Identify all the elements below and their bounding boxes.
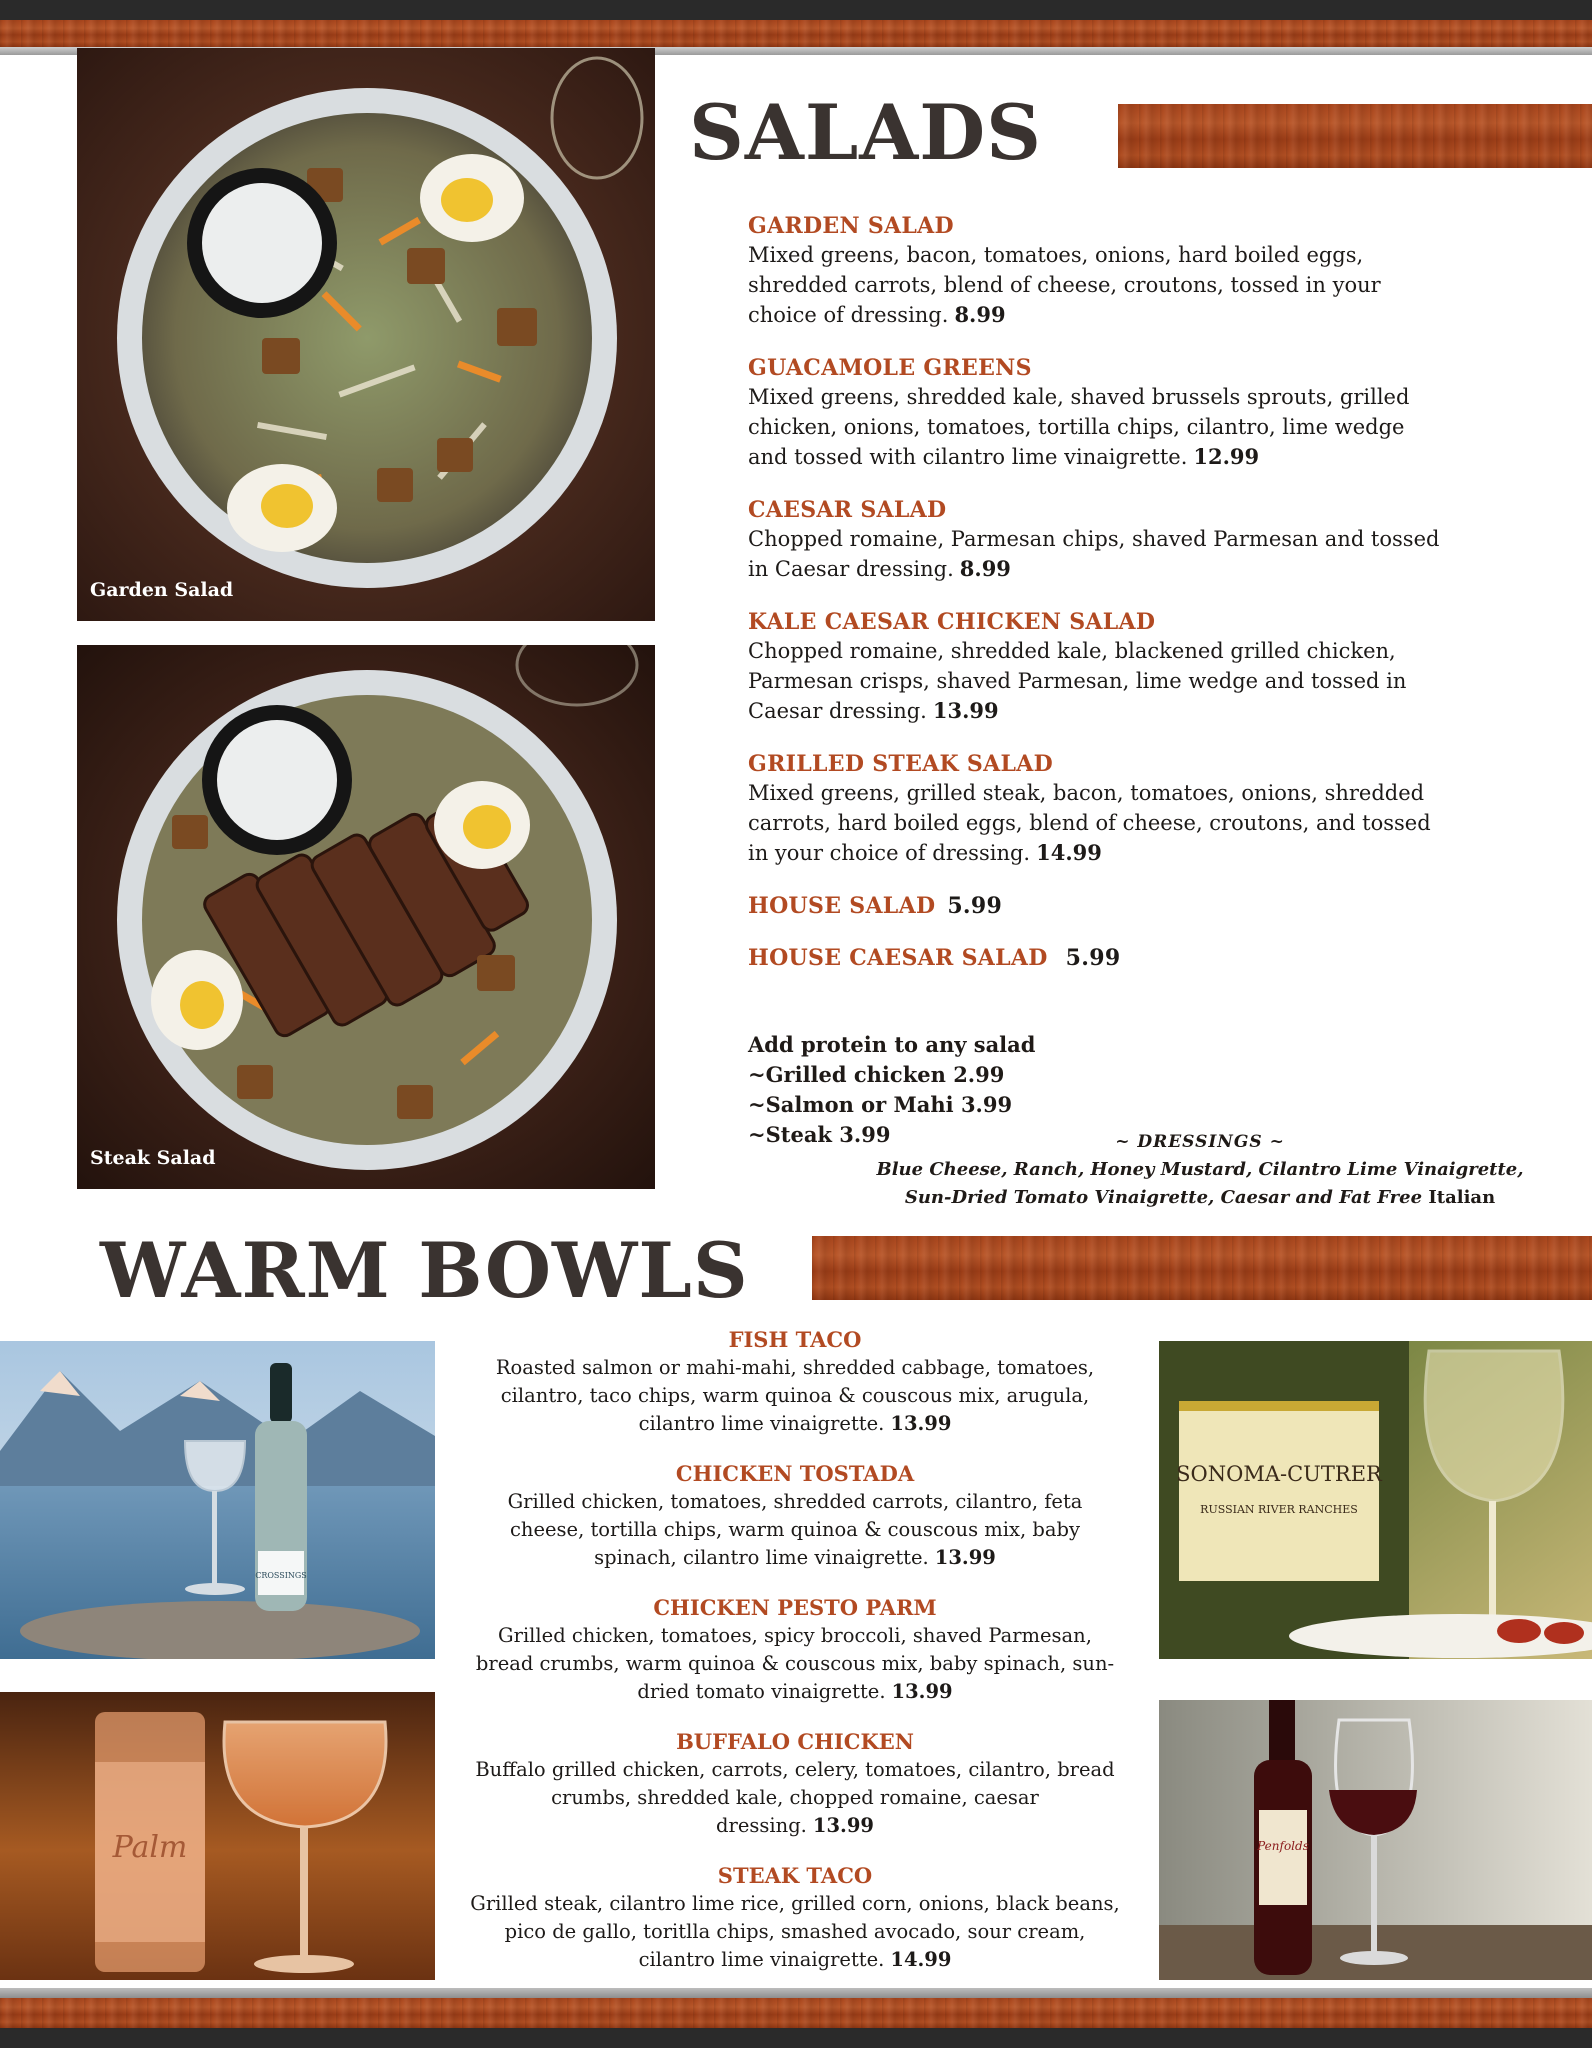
top-dark-border [0,0,1592,20]
steak-salad-photo [77,645,655,1189]
menu-item [748,750,1448,868]
menu-item-description: Chopped romaine, Parmesan chips, shaved Parmesan and tossed in Caesar dressing. 8.99 [748,527,1440,581]
menu-item-price: 13.99 [934,1546,996,1569]
warm-bowls-list [470,1326,1120,1996]
bottom-silver-trim [0,1988,1592,1998]
menu-item [470,1862,1120,1974]
menu-item [748,354,1448,472]
menu-item-name: CAESAR SALAD [748,497,947,523]
menu-item-name: KALE CAESAR CHICKEN SALAD [748,609,1156,635]
menu-item-name: HOUSE CAESAR SALAD [748,945,1048,971]
sonoma-label: SONOMA-CUTRER [1176,1462,1382,1486]
menu-item-price: 14.99 [1036,840,1102,865]
sonoma-cutrer-photo [1159,1341,1592,1659]
dressings-line: Blue Cheese, Ranch, Honey Mustard, Cilantro Lime Vinaigrette, [876,1159,1524,1180]
salads-list [748,212,1448,996]
menu-item [470,1326,1120,1438]
bottom-dark-border [0,2028,1592,2048]
menu-item-name: CHICKEN TOSTADA [675,1461,915,1486]
menu-item-price: 8.99 [959,556,1011,581]
crossings-label: CROSSINGS [255,1571,307,1580]
white-wine-lake-photo [0,1341,435,1659]
menu-item-name: GUACAMOLE GREENS [748,355,1032,381]
menu-item-price: 13.99 [891,1680,953,1703]
salads-title: SALADS [689,88,1043,177]
protein-heading: Add protein to any salad [748,1032,1036,1057]
top-wood-border [0,20,1592,47]
warm-bowls-title: WARM BOWLS [100,1226,749,1315]
garden-salad-photo [77,48,655,621]
menu-item-name: HOUSE SALAD [748,893,936,919]
dressings-heading: ~ DRESSINGS ~ [1115,1132,1285,1152]
menu-item-description: Grilled steak, cilantro lime rice, grilled corn, onions, black beans, pico de gallo, toritlla chips, smashed avocado, sour cream, cilantro lime vinaigrette. 14.99 [470,1892,1120,1971]
menu-item-price: 14.99 [890,1948,952,1971]
red-wine-photo [1159,1700,1592,1980]
menu-item-description: Mixed greens, bacon, tomatoes, onions, hard boiled eggs, shredded carrots, blend of cheese, croutons, tossed in your choice of dressing. 8.99 [748,243,1381,327]
palm-label: Palm [112,1830,188,1865]
menu-item-description: Buffalo grilled chicken, carrots, celery, tomatoes, cilantro, bread crumbs, shredded kale, chopped romaine, caesar dressing. 13.99 [475,1758,1115,1837]
menu-item [470,1460,1120,1572]
menu-item-description: Grilled chicken, tomatoes, shredded carrots, cilantro, feta cheese, tortilla chips, warm quinoa & couscous mix, baby spinach, cilantro lime vinaigrette. 13.99 [507,1490,1083,1569]
menu-item-name: CHICKEN PESTO PARM [653,1595,937,1620]
menu-item-house-salad [748,892,1448,920]
menu-item [748,496,1448,584]
menu-item [470,1728,1120,1840]
menu-item-description: Roasted salmon or mahi-mahi, shredded cabbage, tomatoes, cilantro, taco chips, warm quinoa & couscous mix, arugula, cilantro lime vinaigrette. 13.99 [495,1356,1095,1435]
menu-item-description: Chopped romaine, shredded kale, blackened grilled chicken, Parmesan crisps, shaved Parmesan, lime wedge and tossed in Caesar dressing. 13.99 [748,639,1407,723]
protein-option: ~Grilled chicken 2.99 [748,1062,1005,1087]
menu-item-price: 5.99 [1065,945,1121,971]
protein-option: ~Salmon or Mahi 3.99 [748,1092,1013,1117]
protein-option: ~Steak 3.99 [748,1122,891,1147]
menu-item-name: GARDEN SALAD [748,213,954,239]
menu-item-price: 12.99 [1193,444,1260,469]
bottom-wood-border [0,1998,1592,2028]
menu-item [748,608,1448,726]
garden-salad-caption: Garden Salad [90,579,234,601]
menu-item [470,1594,1120,1706]
menu-item-price: 13.99 [890,1412,952,1435]
menu-item-name: FISH TACO [728,1327,862,1352]
rose-wine-photo [0,1692,435,1980]
menu-item-house-caesar [748,944,1448,972]
dressings-block [850,1128,1550,1212]
steak-salad-caption: Steak Salad [90,1147,216,1169]
menu-item-description: Mixed greens, shredded kale, shaved brussels sprouts, grilled chicken, onions, tomatoes, tortilla chips, cilantro, lime wedge and tossed with cilantro lime vinaigrette. 12.99 [748,385,1410,469]
salads-wood-banner [1118,104,1592,168]
menu-item-price: 13.99 [932,698,999,723]
menu-item-description: Grilled chicken, tomatoes, spicy broccoli, shaved Parmesan, bread crumbs, warm quinoa & couscous mix, baby spinach, sun-dried tomato vinaigrette. 13.99 [475,1624,1115,1703]
penfolds-label: Penfolds [1257,1839,1309,1853]
menu-item-price: 8.99 [954,302,1006,327]
warm-bowls-wood-banner [812,1236,1592,1300]
menu-item-name: BUFFALO CHICKEN [676,1729,914,1754]
menu-item-price: 13.99 [812,1814,874,1837]
menu-item [748,212,1448,330]
menu-item-price: 5.99 [947,893,1003,919]
dressings-line: Sun-Dried Tomato Vinaigrette, Caesar and Fat Free Italian [904,1187,1496,1208]
menu-item-name: STEAK TACO [717,1863,873,1888]
russian-river-label: RUSSIAN RIVER RANCHES [1200,1503,1358,1516]
menu-item-description: Mixed greens, grilled steak, bacon, tomatoes, onions, shredded carrots, hard boiled eggs, blend of cheese, croutons, and tossed in your choice of dressing. 14.99 [748,781,1431,865]
menu-item-name: GRILLED STEAK SALAD [748,751,1053,777]
